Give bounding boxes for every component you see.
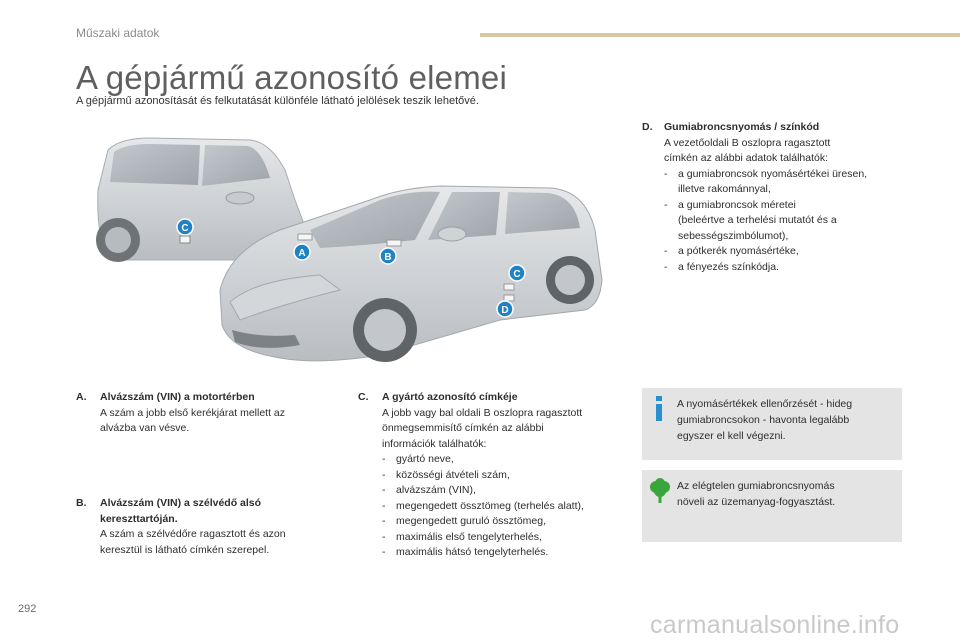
page-title: A gépjármű azonosító elemei xyxy=(76,59,507,96)
list-item: - megengedett össztömeg (terhelés alatt), xyxy=(382,499,584,512)
eco-box xyxy=(642,470,902,542)
block-b xyxy=(76,496,346,558)
block-b-line: A szám a szélvédőre ragasztott és azon xyxy=(100,528,286,540)
eco-tree-icon xyxy=(648,478,672,504)
marker-a xyxy=(294,244,310,260)
block-a-heading: Alvázszám (VIN) a motortérben xyxy=(100,391,255,403)
block-d-heading: Gumiabroncsnyomás / színkód xyxy=(664,121,820,133)
list-item: - maximális hátsó tengelyterhelés. xyxy=(382,546,549,558)
block-c-heading: A gyártó azonosító címkéje xyxy=(382,391,518,403)
block-c-line: önmegsemmisítő címkén az alábbi xyxy=(382,422,544,434)
block-d xyxy=(642,120,942,275)
block-c-line: információk találhatók: xyxy=(382,437,487,450)
page-subtitle: A gépjármű azonosítását és felkutatását különféle látható jelölések teszik lehetővé. xyxy=(76,95,479,107)
block-c-line: A jobb vagy bal oldali B oszlopra ragasztott xyxy=(382,406,583,419)
svg-text:D: D xyxy=(501,305,509,316)
block-b-heading: Alvázszám (VIN) a szélvédő alsó xyxy=(100,497,262,509)
list-item: - közösségi átvételi szám, xyxy=(382,468,510,481)
block-a xyxy=(76,390,346,437)
list-item: - a pótkerék nyomásértéke, xyxy=(664,245,799,257)
marker-c-front xyxy=(509,265,525,281)
block-a-line: A szám a jobb első kerékjárat mellett az xyxy=(100,406,286,419)
list-item: - a fényezés színkódja. xyxy=(664,260,779,273)
vehicle-illustration xyxy=(80,130,610,380)
section-title: Műszaki adatok xyxy=(76,26,160,40)
list-item: - megengedett guruló össztömeg, xyxy=(382,515,547,527)
list-item: - a gumiabroncsok méretei (beleértve a terhelési mutatót és a sebességszimbólumot), xyxy=(664,198,837,242)
svg-text:B: B xyxy=(384,252,392,263)
page-number: 292 xyxy=(18,603,37,615)
block-a-line: alvázba van vésve. xyxy=(100,422,190,434)
block-b-heading-cont: kereszttartóján. xyxy=(100,512,178,525)
block-d-line: A vezetőoldali B oszlopra ragasztott xyxy=(664,136,831,149)
marker-d xyxy=(497,301,513,317)
info-box xyxy=(642,388,902,460)
eco-text: Az elégtelen gumiabroncsnyomás növeli az üzemanyag-fogyasztást. xyxy=(677,480,836,508)
block-d-line: címkén az alábbi adatok találhatók: xyxy=(664,152,829,164)
watermark: carmanualsonline.info xyxy=(650,611,900,639)
list-item: - a gumiabroncsok nyomásértékei üresen, illetve rakománnyal, xyxy=(664,167,868,195)
block-a-letter: A. xyxy=(76,391,87,403)
header-rule xyxy=(480,33,960,37)
info-text: A nyomásértékek ellenőrzését - hideg gumiabroncsokon - havonta legalább egyszer el kell végezni. xyxy=(677,398,853,442)
block-b-line: keresztül is látható címkén szerepel. xyxy=(100,543,270,556)
marker-b xyxy=(380,248,396,264)
block-c xyxy=(358,390,638,561)
info-icon xyxy=(652,396,666,422)
block-c-letter: C. xyxy=(358,391,369,403)
svg-text:C: C xyxy=(513,269,521,280)
block-d-letter: D. xyxy=(642,121,653,133)
list-item: - alvázszám (VIN), xyxy=(382,484,476,496)
list-item: - gyártó neve, xyxy=(382,453,454,465)
list-item: - maximális első tengelyterhelés, xyxy=(382,530,542,543)
svg-text:C: C xyxy=(181,223,189,234)
block-b-letter: B. xyxy=(76,497,87,509)
svg-text:A: A xyxy=(298,248,306,259)
